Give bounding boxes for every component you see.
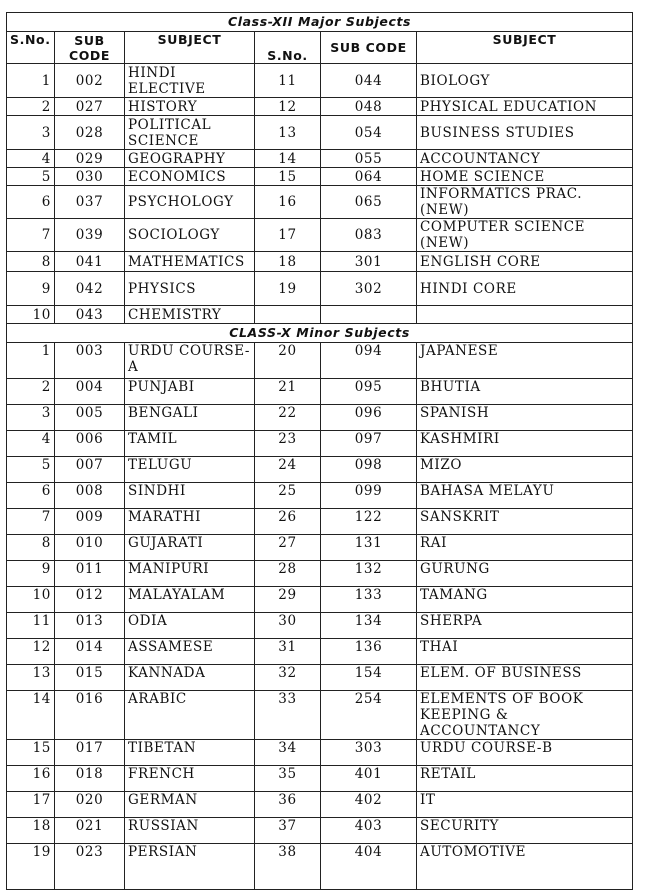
sno-cell: 16 xyxy=(255,186,321,219)
sno-cell: 4 xyxy=(7,431,55,457)
sno-cell: 17 xyxy=(7,792,55,818)
subject-name-cell: COMPUTER SCIENCE (NEW) xyxy=(417,219,633,252)
header-sno: S.No. xyxy=(7,32,55,64)
sub-code-cell: 013 xyxy=(55,613,125,639)
sub-code-cell: 012 xyxy=(55,587,125,613)
minor-subject-row xyxy=(7,844,633,890)
sub-code-cell: 018 xyxy=(55,766,125,792)
subject-name-cell: PHYSICS xyxy=(125,272,255,306)
sno-cell: 32 xyxy=(255,665,321,691)
sub-code-cell: 017 xyxy=(55,740,125,766)
sub-code-cell: 131 xyxy=(321,535,417,561)
sub-code-cell: 401 xyxy=(321,766,417,792)
header-subject: SUBJECT xyxy=(125,32,255,64)
subject-name-cell: TELUGU xyxy=(125,457,255,483)
major-subject-row xyxy=(7,252,633,272)
sub-code-cell: 011 xyxy=(55,561,125,587)
subject-name-cell: HINDI CORE xyxy=(417,272,633,306)
sub-code-cell: 122 xyxy=(321,509,417,535)
sub-code-cell: 134 xyxy=(321,613,417,639)
subject-name-cell: RETAIL xyxy=(417,766,633,792)
sub-code-cell: 043 xyxy=(55,306,125,324)
minor-subject-row xyxy=(7,457,633,483)
sub-code-cell: 037 xyxy=(55,186,125,219)
sno-cell: 6 xyxy=(7,186,55,219)
minor-subject-row xyxy=(7,740,633,766)
sub-code-cell: 094 xyxy=(321,343,417,379)
subject-name-cell: HOME SCIENCE xyxy=(417,168,633,186)
subject-name-cell: PHYSICAL EDUCATION xyxy=(417,98,633,116)
sno-cell: 1 xyxy=(7,343,55,379)
header-sub-code-right: SUB CODE xyxy=(321,32,417,64)
major-subject-row xyxy=(7,98,633,116)
subject-name-cell: BAHASA MELAYU xyxy=(417,483,633,509)
sno-cell: 7 xyxy=(7,509,55,535)
sub-code-cell: 301 xyxy=(321,252,417,272)
major-subject-row xyxy=(7,64,633,98)
subject-name-cell: PSYCHOLOGY xyxy=(125,186,255,219)
sub-code-cell: 254 xyxy=(321,691,417,740)
subject-name-cell: MALAYALAM xyxy=(125,587,255,613)
major-subjects-title: Class-XII Major Subjects xyxy=(7,13,633,32)
sno-cell: 27 xyxy=(255,535,321,561)
sub-code-cell: 096 xyxy=(321,405,417,431)
sub-code-cell: 064 xyxy=(321,168,417,186)
subject-name-cell: BIOLOGY xyxy=(417,64,633,98)
minor-subject-row xyxy=(7,587,633,613)
sub-code-cell: 028 xyxy=(55,116,125,150)
sno-cell: 15 xyxy=(7,740,55,766)
sub-code-cell: 302 xyxy=(321,272,417,306)
header-sno-right: S.No. xyxy=(255,32,321,64)
sub-code-cell: 006 xyxy=(55,431,125,457)
subject-name-cell: SANSKRIT xyxy=(417,509,633,535)
sub-code-cell: 083 xyxy=(321,219,417,252)
subject-name-cell: HISTORY xyxy=(125,98,255,116)
sno-cell: 36 xyxy=(255,792,321,818)
subject-name-cell: BENGALI xyxy=(125,405,255,431)
sub-code-cell: 099 xyxy=(321,483,417,509)
subject-name-cell: MANIPURI xyxy=(125,561,255,587)
subject-name-cell: GURUNG xyxy=(417,561,633,587)
sno-cell: 7 xyxy=(7,219,55,252)
subject-name-cell: SECURITY xyxy=(417,818,633,844)
sno-cell: 10 xyxy=(7,306,55,324)
subject-name-cell: INFORMATICS PRAC. (NEW) xyxy=(417,186,633,219)
subject-name-cell: ARABIC xyxy=(125,691,255,740)
minor-subject-row xyxy=(7,561,633,587)
subject-name-cell: ELEMENTS OF BOOK KEEPING & ACCOUNTANCY xyxy=(417,691,633,740)
sub-code-cell: 097 xyxy=(321,431,417,457)
header-subject-right: SUBJECT xyxy=(417,32,633,64)
subjects-table xyxy=(6,12,633,890)
sub-code-cell: 095 xyxy=(321,379,417,405)
sno-cell: 37 xyxy=(255,818,321,844)
major-subject-row xyxy=(7,116,633,150)
sno-cell: 18 xyxy=(7,818,55,844)
sub-code-cell: 020 xyxy=(55,792,125,818)
subject-name-cell: PERSIAN xyxy=(125,844,255,890)
sub-code-cell: 133 xyxy=(321,587,417,613)
subject-name-cell: RAI xyxy=(417,535,633,561)
sno-cell: 2 xyxy=(7,379,55,405)
sub-code-cell: 027 xyxy=(55,98,125,116)
sno-cell: 14 xyxy=(255,150,321,168)
sno-cell: 31 xyxy=(255,639,321,665)
minor-subject-row xyxy=(7,766,633,792)
sub-code-cell: 010 xyxy=(55,535,125,561)
sno-cell: 24 xyxy=(255,457,321,483)
minor-subject-row xyxy=(7,691,633,740)
subject-name-cell: URDU COURSE-A xyxy=(125,343,255,379)
sno-cell: 16 xyxy=(7,766,55,792)
header-sub-code: SUB CODE xyxy=(55,32,125,64)
minor-subject-row xyxy=(7,405,633,431)
subject-name-cell: JAPANESE xyxy=(417,343,633,379)
major-subject-row xyxy=(7,219,633,252)
sub-code-cell: 404 xyxy=(321,844,417,890)
sno-cell: 25 xyxy=(255,483,321,509)
subject-name-cell: PUNJABI xyxy=(125,379,255,405)
sub-code-cell: 303 xyxy=(321,740,417,766)
sno-cell: 9 xyxy=(7,561,55,587)
sno-cell: 30 xyxy=(255,613,321,639)
sno-cell: 14 xyxy=(7,691,55,740)
subject-name-cell: KANNADA xyxy=(125,665,255,691)
major-subject-row xyxy=(7,306,633,324)
subject-name-cell: SOCIOLOGY xyxy=(125,219,255,252)
sno-cell: 11 xyxy=(255,64,321,98)
subject-name-cell: ASSAMESE xyxy=(125,639,255,665)
subject-name-cell: ECONOMICS xyxy=(125,168,255,186)
sub-code-cell: 008 xyxy=(55,483,125,509)
sno-cell: 22 xyxy=(255,405,321,431)
subject-name-cell: TIBETAN xyxy=(125,740,255,766)
sub-code-cell: 014 xyxy=(55,639,125,665)
subject-name-cell xyxy=(417,306,633,324)
subject-name-cell: ENGLISH CORE xyxy=(417,252,633,272)
minor-subject-row xyxy=(7,535,633,561)
minor-subject-row xyxy=(7,509,633,535)
major-header-row xyxy=(7,32,633,64)
subject-name-cell: IT xyxy=(417,792,633,818)
subject-name-cell: ELEM. OF BUSINESS xyxy=(417,665,633,691)
sub-code-cell: 029 xyxy=(55,150,125,168)
sub-code-cell: 136 xyxy=(321,639,417,665)
subject-name-cell: GUJARATI xyxy=(125,535,255,561)
sno-cell: 8 xyxy=(7,252,55,272)
sno-cell: 15 xyxy=(255,168,321,186)
sub-code-cell xyxy=(321,306,417,324)
subject-name-cell: FRENCH xyxy=(125,766,255,792)
major-subject-row xyxy=(7,186,633,219)
sub-code-cell: 402 xyxy=(321,792,417,818)
sno-cell: 13 xyxy=(7,665,55,691)
sub-code-cell: 002 xyxy=(55,64,125,98)
subject-name-cell: SHERPA xyxy=(417,613,633,639)
subject-name-cell: BHUTIA xyxy=(417,379,633,405)
sub-code-cell: 004 xyxy=(55,379,125,405)
minor-subject-row xyxy=(7,343,633,379)
sno-cell: 1 xyxy=(7,64,55,98)
minor-subject-row xyxy=(7,665,633,691)
sno-cell: 21 xyxy=(255,379,321,405)
sno-cell: 12 xyxy=(7,639,55,665)
sub-code-cell: 065 xyxy=(321,186,417,219)
sub-code-cell: 044 xyxy=(321,64,417,98)
minor-subject-row xyxy=(7,639,633,665)
subjects-sheet xyxy=(6,12,632,890)
minor-subject-row xyxy=(7,792,633,818)
sno-cell: 12 xyxy=(255,98,321,116)
sno-cell: 2 xyxy=(7,98,55,116)
sub-code-cell: 030 xyxy=(55,168,125,186)
sno-cell: 3 xyxy=(7,116,55,150)
minor-subject-row xyxy=(7,613,633,639)
subject-name-cell: TAMIL xyxy=(125,431,255,457)
sub-code-cell: 054 xyxy=(321,116,417,150)
sno-cell: 19 xyxy=(7,844,55,890)
sno-cell: 6 xyxy=(7,483,55,509)
sno-cell: 17 xyxy=(255,219,321,252)
subject-name-cell: ACCOUNTANCY xyxy=(417,150,633,168)
subject-name-cell: ODIA xyxy=(125,613,255,639)
sub-code-cell: 154 xyxy=(321,665,417,691)
subject-name-cell: GEOGRAPHY xyxy=(125,150,255,168)
sub-code-cell: 048 xyxy=(321,98,417,116)
sub-code-cell: 007 xyxy=(55,457,125,483)
subject-name-cell: MATHEMATICS xyxy=(125,252,255,272)
sub-code-cell: 055 xyxy=(321,150,417,168)
sub-code-cell: 041 xyxy=(55,252,125,272)
sub-code-cell: 021 xyxy=(55,818,125,844)
subject-name-cell: RUSSIAN xyxy=(125,818,255,844)
minor-subject-row xyxy=(7,483,633,509)
sno-cell: 38 xyxy=(255,844,321,890)
minor-subject-row xyxy=(7,431,633,457)
subject-name-cell: SPANISH xyxy=(417,405,633,431)
subject-name-cell: HINDI ELECTIVE xyxy=(125,64,255,98)
subject-name-cell: CHEMISTRY xyxy=(125,306,255,324)
sno-cell: 18 xyxy=(255,252,321,272)
subject-name-cell: MARATHI xyxy=(125,509,255,535)
sno-cell: 28 xyxy=(255,561,321,587)
sno-cell: 29 xyxy=(255,587,321,613)
minor-subject-row xyxy=(7,818,633,844)
sno-cell: 35 xyxy=(255,766,321,792)
sub-code-cell: 003 xyxy=(55,343,125,379)
subject-name-cell: THAI xyxy=(417,639,633,665)
subject-name-cell: URDU COURSE-B xyxy=(417,740,633,766)
sub-code-cell: 015 xyxy=(55,665,125,691)
subject-name-cell: MIZO xyxy=(417,457,633,483)
sno-cell xyxy=(255,306,321,324)
subject-name-cell: KASHMIRI xyxy=(417,431,633,457)
subject-name-cell: GERMAN xyxy=(125,792,255,818)
sno-cell: 9 xyxy=(7,272,55,306)
sno-cell: 20 xyxy=(255,343,321,379)
subject-name-cell: AUTOMOTIVE xyxy=(417,844,633,890)
subjects-table-body xyxy=(7,13,633,890)
sno-cell: 13 xyxy=(255,116,321,150)
sub-code-cell: 132 xyxy=(321,561,417,587)
major-subject-row xyxy=(7,168,633,186)
sno-cell: 10 xyxy=(7,587,55,613)
sno-cell: 5 xyxy=(7,457,55,483)
sno-cell: 26 xyxy=(255,509,321,535)
sno-cell: 23 xyxy=(255,431,321,457)
subject-name-cell: SINDHI xyxy=(125,483,255,509)
sub-code-cell: 042 xyxy=(55,272,125,306)
sno-cell: 8 xyxy=(7,535,55,561)
sno-cell: 33 xyxy=(255,691,321,740)
sno-cell: 11 xyxy=(7,613,55,639)
sub-code-cell: 098 xyxy=(321,457,417,483)
sub-code-cell: 009 xyxy=(55,509,125,535)
sno-cell: 5 xyxy=(7,168,55,186)
subject-name-cell: POLITICAL SCIENCE xyxy=(125,116,255,150)
sno-cell: 3 xyxy=(7,405,55,431)
sno-cell: 19 xyxy=(255,272,321,306)
minor-subject-row xyxy=(7,379,633,405)
minor-subjects-title: CLASS-X Minor Subjects xyxy=(7,324,633,343)
sno-cell: 34 xyxy=(255,740,321,766)
sub-code-cell: 023 xyxy=(55,844,125,890)
sno-cell: 4 xyxy=(7,150,55,168)
sub-code-cell: 039 xyxy=(55,219,125,252)
subject-name-cell: TAMANG xyxy=(417,587,633,613)
sub-code-cell: 016 xyxy=(55,691,125,740)
subject-name-cell: BUSINESS STUDIES xyxy=(417,116,633,150)
major-subject-row xyxy=(7,150,633,168)
major-subject-row xyxy=(7,272,633,306)
sub-code-cell: 403 xyxy=(321,818,417,844)
sub-code-cell: 005 xyxy=(55,405,125,431)
